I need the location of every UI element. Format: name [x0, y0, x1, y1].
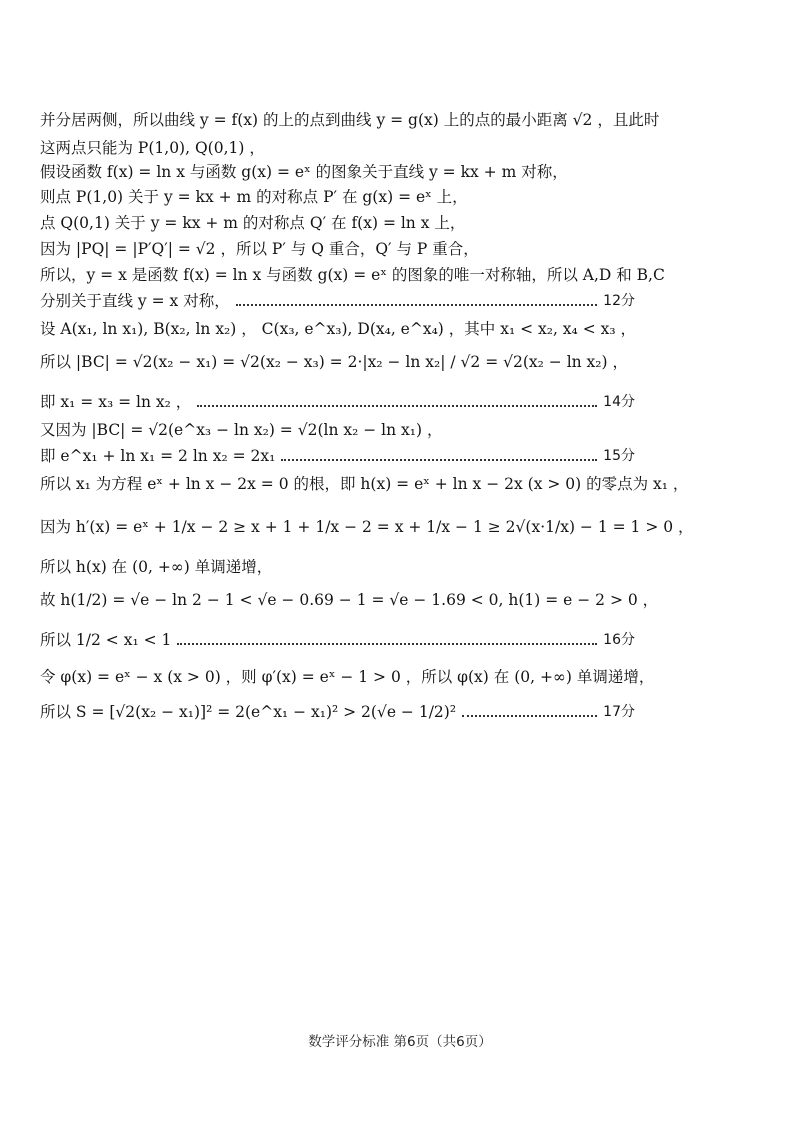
solution-line-text: 所以，y = x 是函数 f(x) = ln x 与函数 g(x) = eˣ 的图象的唯一对称轴，所以 A,D 和 B,C [40, 266, 665, 284]
solution-line [40, 350, 650, 374]
solution-line [40, 185, 650, 209]
score-mark: 15分 [603, 448, 635, 464]
solution-line [40, 665, 655, 689]
solution-line [40, 472, 689, 496]
solution-line-text: 点 Q(0,1) 关于 y = kx + m 的对称点 Q′ 在 f(x) = ln x 上， [40, 214, 466, 232]
solution-line-text: 所以 1/2 < x₁ < 1 [40, 631, 172, 649]
page-footer: 数学评分标准 第6页（共6页） [308, 1034, 492, 1050]
solution-line-text: 即 e^x₁ + ln x₁ = 2 ln x₂ = 2x₁ [40, 447, 276, 465]
score-mark: 17分 [603, 704, 635, 720]
solution-line-text: 又因为 |BC| = √2(e^x₃ − ln x₂) = √2(ln x₂ − ln x₁) ， [40, 421, 443, 439]
solution-line-text: 因为 |PQ| = |P′Q′| = √2 ，所以 P′ 与 Q 重合，Q′ 与 P 重合， [40, 240, 479, 258]
solution-line-text: 这两点只能为 P(1,0), Q(0,1) ， [40, 139, 265, 157]
solution-line-text: 假设函数 f(x) = ln x 与函数 g(x) = eˣ 的图象关于直线 y = kx + m 对称， [40, 163, 568, 181]
solution-line-text: 分别关于直线 y = x 对称， [40, 292, 230, 310]
score-mark: 12分 [603, 293, 635, 309]
solution-line [40, 289, 635, 313]
solution-line-text: 因为 h′(x) = eˣ + 1/x − 2 ≥ x + 1 + 1/x − 2 = x + 1/x − 1 ≥ 2√(x·1/x) − 1 = 1 > 0 ， [40, 518, 694, 536]
solution-line [40, 418, 650, 442]
solution-line [40, 515, 694, 539]
score-mark: 14分 [603, 394, 635, 410]
solution-line [40, 160, 650, 184]
solution-line-text: 故 h(1/2) = √e − ln 2 − 1 < √e − 0.69 − 1 = √e − 1.69 < 0, h(1) = e − 2 > 0 ， [40, 591, 659, 609]
dotted-leader [281, 459, 597, 461]
solution-line [40, 390, 635, 414]
solution-line [40, 211, 650, 235]
solution-line-text: 所以 x₁ 为方程 eˣ + ln x − 2x = 0 的根，即 h(x) = eˣ + ln x − 2x (x > 0) 的零点为 x₁ ， [40, 475, 689, 493]
solution-line-text: 设 A(x₁, ln x₁), B(x₂, ln x₂) ， C(x₃, e^x₃), D(x₄, e^x₄) ，其中 x₁ < x₂, x₄ < x₃ ， [40, 320, 636, 338]
dotted-leader [462, 715, 597, 717]
solution-line [40, 555, 650, 579]
solution-line [40, 444, 635, 468]
solution-line [40, 136, 650, 160]
solution-line-text: 所以 S = [√2(x₂ − x₁)]² = 2(e^x₁ − x₁)² > 2(√e − 1/2)² [40, 703, 457, 721]
solution-line-text: 所以 |BC| = √2(x₂ − x₁) = √2(x₂ − x₃) = 2·|x₂ − ln x₂| / √2 = √2(x₂ − ln x₂) ， [40, 353, 628, 371]
solution-line [40, 108, 660, 132]
solution-line-text: 所以 h(x) 在 (0, +∞) 单调递增， [40, 558, 273, 576]
solution-line [40, 628, 635, 652]
solution-line [40, 317, 650, 341]
solution-line [40, 700, 635, 724]
solution-line-text: 则点 P(1,0) 关于 y = kx + m 的对称点 P′ 在 g(x) = eˣ 上， [40, 188, 468, 206]
score-mark: 16分 [603, 632, 635, 648]
dotted-leader [177, 643, 597, 645]
solution-line [40, 263, 665, 287]
solution-line-text: 即 x₁ = x₃ = ln x₂ ， [40, 393, 192, 411]
solution-line-text: 并分居两侧，所以曲线 y = f(x) 的上的点到曲线 y = g(x) 上的点的最小距离 √2 ，且此时 [40, 111, 660, 129]
solution-line-text: 令 φ(x) = eˣ − x (x > 0) ，则 φ′(x) = eˣ − 1 > 0 ，所以 φ(x) 在 (0, +∞) 单调递增， [40, 668, 655, 686]
solution-line [40, 588, 659, 612]
dotted-leader [197, 405, 597, 407]
dotted-leader [236, 304, 597, 306]
solution-line [40, 237, 650, 261]
